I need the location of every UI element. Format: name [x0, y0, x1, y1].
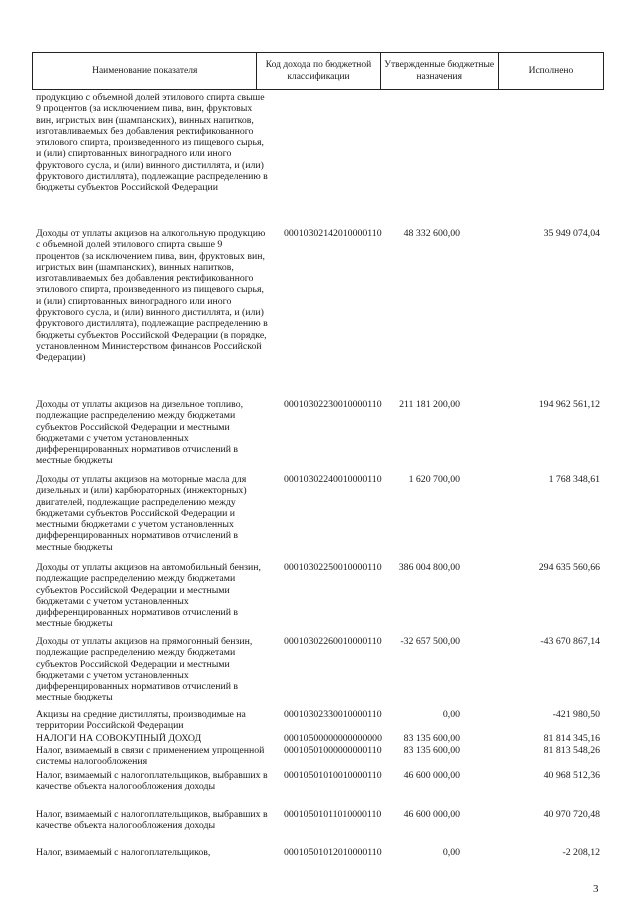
row-code: 00010501012010000110 [284, 847, 382, 858]
row-name: Доходы от уплаты акцизов на дизельное топливо, подлежащие распределению между бюджетами субъектов Российской Федерации и местными бюджетами с учетом установленных дифференцированных нормативов отчислений в местные бюджеты [36, 399, 244, 467]
row-code: 00010501010010000110 [284, 770, 382, 781]
row-approved: 386 004 800,00 [398, 562, 460, 573]
row-executed: 1 768 348,61 [548, 474, 600, 485]
header-name: Наименование показателя [33, 53, 257, 90]
row-executed: 194 962 561,12 [538, 399, 600, 410]
row-approved: 1 620 700,00 [408, 474, 460, 485]
row-executed: 81 813 548,26 [543, 745, 600, 756]
page-number: 3 [593, 883, 599, 895]
row-code: 00010302230010000110 [284, 399, 382, 410]
row-executed: -2 208,12 [562, 847, 600, 858]
row-approved: 46 600 000,00 [403, 770, 460, 781]
row-code: 00010302240010000110 [284, 474, 382, 485]
header-code: Код дохода по бюджетной классификации [257, 53, 380, 90]
row-name: Акцизы на средние дистилляты, производимые на территории Российской Федерации [36, 709, 246, 732]
row-executed: 40 968 512,36 [543, 770, 600, 781]
row-executed: 294 635 560,66 [538, 562, 600, 573]
row-approved: 46 600 000,00 [403, 809, 460, 820]
row-executed: -43 670 867,14 [540, 636, 600, 647]
header-executed: Исполнено [498, 53, 603, 90]
row-name: Доходы от уплаты акцизов на прямогонный бензин, подлежащие распределению между бюджетами субъектов Российской Федерации и местными бюджетами с учетом установленных дифференцированных нормативов отчислений в местные бюджеты [36, 636, 253, 704]
row-code: 00010302142010000110 [284, 228, 382, 239]
row-approved: 48 332 600,00 [403, 228, 460, 239]
row-approved: -32 657 500,00 [400, 636, 460, 647]
row-code: 00010501011010000110 [284, 809, 382, 820]
row-code: 00010501000000000110 [284, 745, 382, 756]
row-approved: 83 135 600,00 [403, 733, 460, 744]
row-name: продукцию с объемной долей этилового спирта свыше 9 процентов (за исключением пива, вин, фруктовых вин, игристых вин (шампанских), винных напитков, изготавливаемых без добавления ректификованного этилового спирта, произведенного из пищевого сырья, и (или) спиртованных виноградного или иного фруктового сусла, и (или) винного дистиллята, и (или) фруктового дистиллята), подлежащие распределению в бюджеты субъектов Российской Федерации [36, 92, 268, 194]
row-approved: 0,00 [442, 709, 460, 720]
row-code: 00010500000000000000 [284, 733, 382, 744]
row-approved: 83 135 600,00 [403, 745, 460, 756]
header-approved: Утвержденные бюджетные назначения [380, 53, 498, 90]
row-approved: 0,00 [442, 847, 460, 858]
row-name: Налог, взимаемый с налогоплательщиков, [36, 847, 211, 858]
row-name: Налог, взимаемый с налогоплательщиков, выбравших в качестве объекта налогообложения доходы [36, 770, 268, 793]
row-approved: 211 181 200,00 [399, 399, 460, 410]
row-code: 00010302260010000110 [284, 636, 382, 647]
row-code: 00010302250010000110 [284, 562, 382, 573]
row-name: Доходы от уплаты акцизов на автомобильный бензин, подлежащие распределению между бюджетами субъектов Российской Федерации и местными бюджетами с учетом установленных дифференцированных нормативов отчислений в местные бюджеты [36, 562, 261, 630]
row-name: Доходы от уплаты акцизов на алкогольную продукцию с объемной долей этилового спирта свыше 9 процентов (за исключением пива, вин, фруктовых вин, игристых вин (шампанских), винных напитков, изготавливаемых без добавления ректификованного этилового спирта, произведенного из пищевого сырья, и (или) спиртованных виноградного или иного фруктового сусла, и (или) винного дистиллята, и (или) фруктового дистиллята), подлежащие распределению в бюджеты субъектов Российской Федерации (в порядке, установленном Министерством финансов Российской Федерации) [36, 228, 268, 364]
row-executed: 40 970 720,48 [543, 809, 600, 820]
row-name: Доходы от уплаты акцизов на моторные масла для дизельных и (или) карбюраторных (инжекторных) двигателей, подлежащие распределению между бюджетами субъектов Российской Федерации и местными бюджетами с учетом установленных дифференцированных нормативов отчислений в местные бюджеты [36, 474, 247, 553]
row-name: Налог, взимаемый с налогоплательщиков, выбравших в качестве объекта налогообложения доходы [36, 809, 268, 832]
row-executed: -421 980,50 [552, 709, 600, 720]
row-name: НАЛОГИ НА СОВОКУПНЫЙ ДОХОД [36, 733, 202, 744]
table-header [32, 52, 604, 90]
row-name: Налог, взимаемый в связи с применением упрощенной системы налогообложения [36, 745, 265, 768]
row-code: 00010302330010000110 [284, 709, 382, 720]
row-executed: 35 949 074,04 [543, 228, 600, 239]
row-executed: 81 814 345,16 [543, 733, 600, 744]
